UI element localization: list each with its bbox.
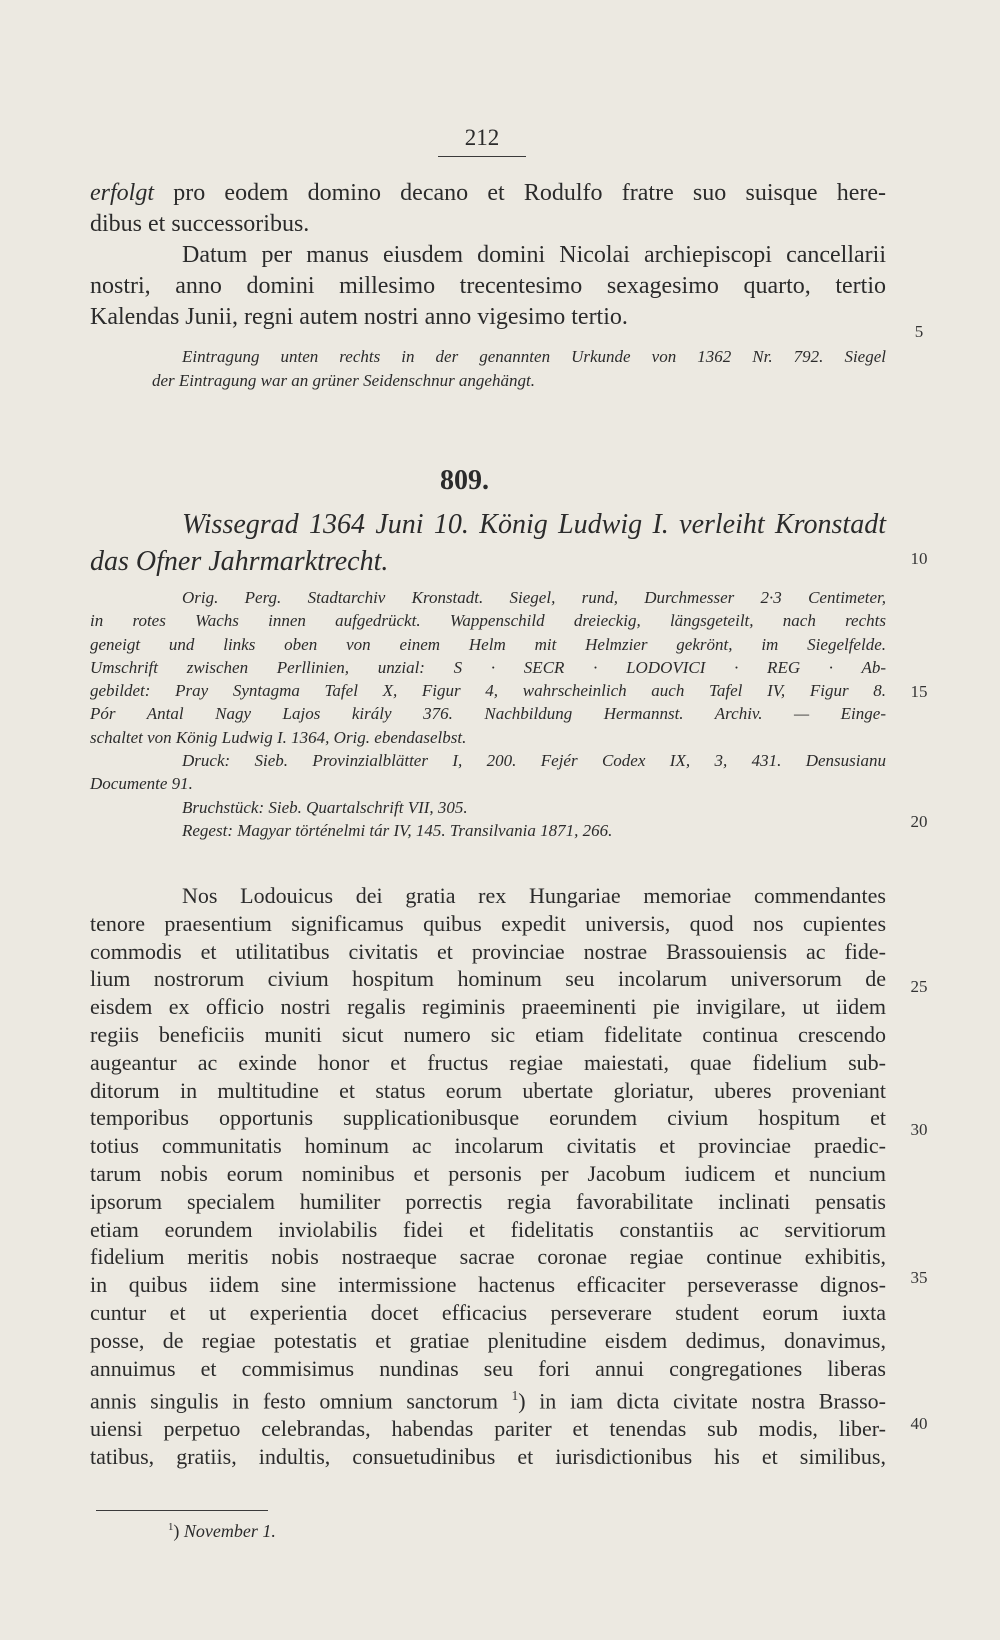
margin-line-number-25: 25 — [910, 977, 928, 996]
charter-line-13: etiam eorundem inviolabilis fidei et fidelitatis constantiis ac servitiorum — [90, 1216, 886, 1242]
charter-line-11: tarum nobis eorum nominibus et personis per Jacobum iudicem et nuncium — [90, 1160, 886, 1186]
charter-line-19 — [90, 1382, 886, 1415]
bruchstueck-line: Bruchstück: Sieb. Quartalschrift VII, 305. — [182, 797, 468, 817]
charter-line-15: in quibus iidem sine intermissione hactenus efficaciter perseverasse dignos- — [90, 1272, 886, 1298]
footnote-paren: ) — [173, 1521, 180, 1541]
entry-note-line-2: der Eintragung war an grüner Seidenschnur angehängt. — [152, 371, 535, 390]
charter-line-4: lium nostrorum civium hospitum hominum seu incolarum universorum de — [90, 966, 886, 992]
source-notes — [90, 586, 886, 842]
charter-line-8: ditorum in multitudine et status eorum ubertate gloriatur, uberes proveniant — [90, 1077, 886, 1103]
entry-note-line-1: Eintragung unten rechts in der genannten Urkunde von 1362 Nr. 792. Siegel — [182, 347, 886, 366]
druck-line-1: Druck: Sieb. Provinzialblätter I, 200. Fejér Codex IX, 3, 431. Densusianu — [182, 751, 886, 771]
continuation-first-word: erfolgt — [90, 180, 154, 206]
datum-paragraph — [90, 240, 886, 333]
footnote-marker: 1 — [168, 1521, 174, 1533]
source-line-2: in rotes Wachs innen aufgedrückt. Wappenschild dreieckig, längsgeteilt, nach rechts — [90, 611, 886, 631]
charter-line-17: posse, de regiae potestatis et gratiae plenitudine eisdem dedimus, donavimus, — [90, 1327, 886, 1353]
heading-line-1: Wissegrad 1364 Juni 10. König Ludwig I. verleiht Kronstadt — [182, 509, 886, 540]
charter-line-3: commodis et utilitatibus civitatis et provinciae nostrae Brassouiensis ac fide- — [90, 938, 886, 964]
charter-line-19-before: annis singulis in festo omnium sanctorum — [90, 1388, 512, 1414]
source-line-3: geneigt und links oben von einem Helm mit Helmzier gekrönt, im Siegelfelde. — [90, 634, 886, 654]
document-number: 809. — [440, 465, 489, 496]
page-number-rule — [438, 156, 526, 157]
charter-line-7: augeantur ac exinde honor et fructus regiae maiestati, quae fidelium sub- — [90, 1049, 886, 1075]
datum-line-2: nostri, anno domini millesimo trecentesimo sexagesimo quarto, tertio — [90, 273, 886, 299]
margin-line-number-10: 10 — [910, 549, 928, 568]
charter-line-20: uiensi perpetuo celebrandas, habendas pariter et tenendas sub modis, liber- — [90, 1416, 886, 1442]
charter-line-16: cuntur et ut experientia docet efficacius perseverare student eorum iuxta — [90, 1299, 886, 1325]
datum-line-1: Datum per manus eiusdem domini Nicolai archiepiscopi cancellarii — [182, 242, 886, 268]
charter-line-10: totius communitatis hominum ac incolarum civitatis et provinciae praedic- — [90, 1133, 886, 1159]
charter-line-5: eisdem ex officio nostri regalis regiminis praeeminenti pie invigilare, ut iidem — [90, 994, 886, 1020]
document-heading — [90, 506, 886, 580]
margin-line-number-40: 40 — [910, 1414, 928, 1433]
footnote — [168, 1515, 276, 1543]
heading-line-2: das Ofner Jahrmarktrecht. — [90, 546, 389, 577]
charter-line-19-after: ) in iam dicta civitate nostra Brasso- — [518, 1388, 886, 1414]
source-line-5: gebildet: Pray Syntagma Tafel X, Figur 4, wahrscheinlich auch Tafel IV, Figur 8. — [90, 681, 886, 701]
page-number: 212 — [464, 125, 500, 150]
footnote-text: November 1. — [183, 1521, 276, 1541]
charter-line-14: fidelium meritis nobis nostraeque sacrae coronae regiae continue exhibitis, — [90, 1244, 886, 1270]
footnote-rule — [96, 1510, 268, 1511]
source-line-6: Pór Antal Nagy Lajos király 376. Nachbildung Hermannst. Archiv. — Einge- — [90, 704, 886, 724]
charter-line-2: tenore praesentium significamus quibus expedit universis, quod nos cupientes — [90, 910, 886, 936]
regest-line: Regest: Magyar történelmi tár IV, 145. Transilvania 1871, 266. — [182, 820, 613, 840]
charter-text — [90, 882, 886, 1471]
source-line-1: Orig. Perg. Stadtarchiv Kronstadt. Siegel, rund, Durchmesser 2·3 Centimeter, — [182, 588, 886, 607]
margin-line-number-15: 15 — [910, 682, 928, 701]
continuation-line-1-text: pro eodem domino decano et Rodulfo fratre suo suisque here- — [154, 180, 886, 206]
charter-line-9: temporibus opportunis supplicationibusque eorundem civium hospitum et — [90, 1105, 886, 1131]
margin-line-number-5: 5 — [914, 322, 924, 341]
continuation-paragraph — [90, 178, 886, 240]
continuation-line-2: dibus et successoribus. — [90, 211, 310, 237]
charter-line-21: tatibus, gratiis, indultis, consuetudinibus et iurisdictionibus his et similibus, — [90, 1444, 886, 1470]
charter-line-18: annuimus et commisimus nundinas seu fori annui congregationes liberas — [90, 1355, 886, 1381]
datum-line-3: Kalendas Junii, regni autem nostri anno vigesimo tertio. — [90, 304, 628, 330]
margin-line-number-35: 35 — [910, 1268, 928, 1287]
margin-line-number-30: 30 — [910, 1120, 928, 1139]
druck-line-2: Documente 91. — [90, 774, 193, 794]
source-line-7: schaltet von König Ludwig I. 1364, Orig. ebendaselbst. — [90, 727, 467, 747]
charter-line-12: ipsorum specialem humiliter porrectis regia favorabilitate inclinati pensatis — [90, 1188, 886, 1214]
source-line-4: Umschrift zwischen Perllinien, unzial: S · SECR · LODOVICI · REG · Ab- — [90, 657, 886, 677]
footnote-reference[interactable]: 1 — [511, 1388, 519, 1404]
charter-line-1: Nos Lodouicus dei gratia rex Hungariae memoriae commendantes — [182, 883, 886, 908]
margin-line-number-20: 20 — [910, 812, 928, 831]
continuation-line-1 — [90, 178, 886, 209]
charter-line-6: regiis beneficiis muniti sicut numero sic etiam fidelitate continua crescendo — [90, 1021, 886, 1047]
entry-note — [90, 345, 886, 393]
